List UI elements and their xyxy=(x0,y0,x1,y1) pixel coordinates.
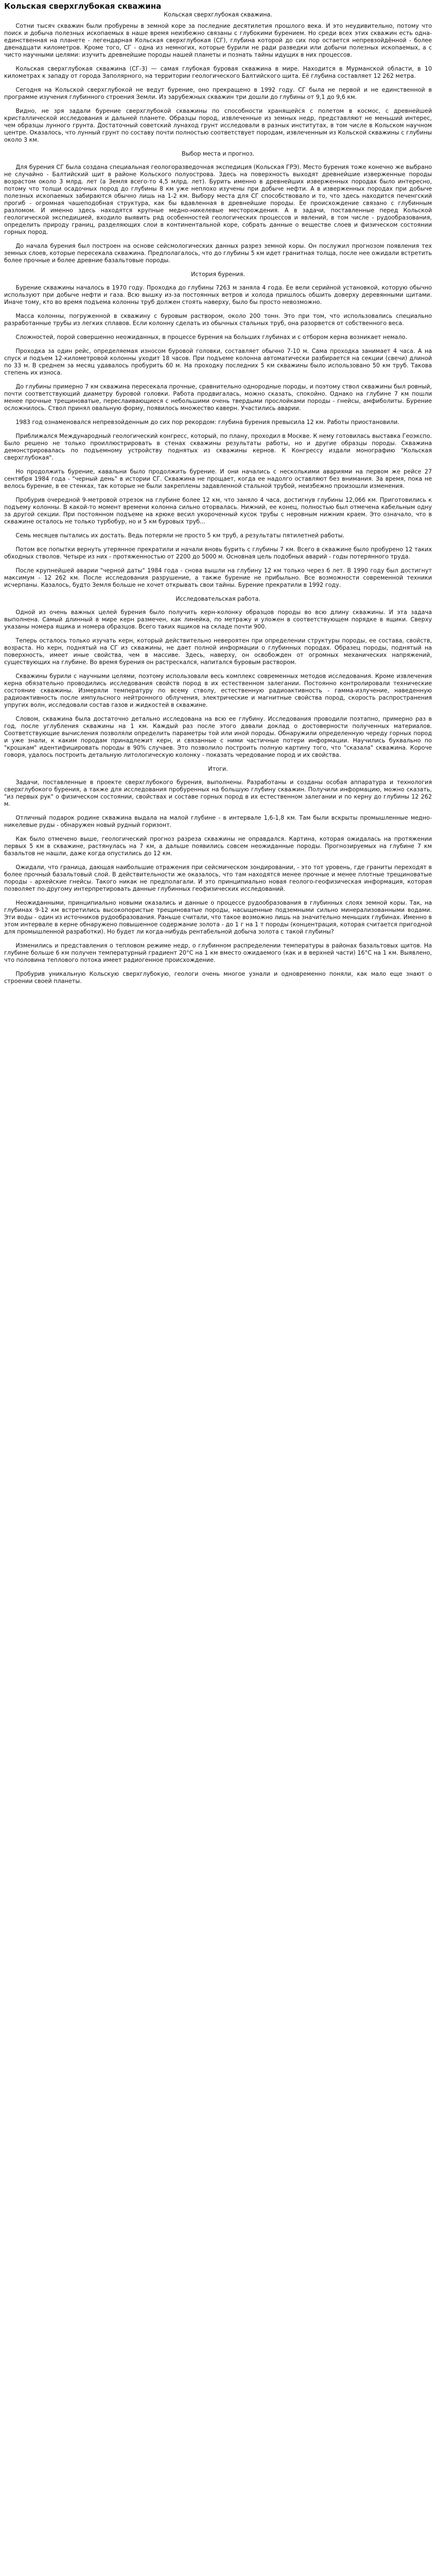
paragraph: Кольская сверхглубокая скважина (СГ-3) — самая глубокая буровая скважина в мире. Находится в Мурманской области, в 10 километрах к западу от города Заполярного, на территории геологического Балтийского щита. Её глубина составляет 12 262 метра. xyxy=(4,65,432,79)
section-heading-research: Исследовательская работа. xyxy=(176,596,260,602)
history-section xyxy=(4,284,432,589)
paragraph: Теперь осталось только изучать керн, который действительно невероятен при определении структуры породы, ее состава, свойств, возраста. Но керн, поднятый на СГ из скважины, не дает полной информации о глубинных породах. Образец породы, поднятый на поверхность, имеет иные свойства, чем в массиве. Здесь, наверху, он освобожден от огромных механических напряжений, существующих на глубине. Во время бурения он растрескался, напитался буровым раствором. xyxy=(4,637,432,666)
paragraph: Бурение скважины началось в 1970 году. Проходка до глубины 7263 м заняла 4 года. Ее вели серийной установкой, которую обычно используют при добыче нефти и газа. Всю вышку из-за постоянных ветров и холода пришлось обшить доверху деревянными щитами. Иначе тому, кто во время подъема колонны труб должен стоять наверху, было бы просто невозможно. xyxy=(4,284,432,306)
paragraph: После крупнейшей аварии "черной даты" 1984 года - снова вышли на глубину 12 км только через 6 лет. В 1990 году был достигнут максимум - 12 262 км. После исследования разрушение, а также бурение не прибыльно. Все возможности современной техники исчерпаны. Казалось, будто Земля больше не хочет открывать свои тайны. Бурение прекратили в 1992 году. xyxy=(4,567,432,588)
page-title: Кольская сверхглубокая скважина xyxy=(4,2,162,11)
paragraph: Масса колонны, погруженной в скважину с буровым раствором, около 200 тонн. Это при том, что использовались специально разработанные трубы из легких сплавов. Если колонну сделать из обычных стальных труб, она разорвется от собственного веса. xyxy=(4,313,432,327)
paragraph: Сегодня на Кольской сверхглубокой не ведут бурение, оно прекращено в 1992 году. СГ была не первой и не единственной в программе изучения глубинного строения Земли. Из зарубежных скважин три дошли до глубины от 9,1 до 9,6 км. xyxy=(4,87,432,100)
paragraph: До глубины примерно 7 км скважина пересекала прочные, сравнительно однородные породы, и поэтому ствол скважины был ровный, почти соответствующий диаметру буровой головки. Работа продвигалась, можно сказать, спокойно. Однако на глубине 7 км пошли менее прочные трещиноватые, переслаивающиеся с небольшими очень твердыми прослойками породы - гнейсы, амфиболиты. Бурение осложнилось. Ствол принял овальную форму, появилось множество каверн. Участились аварии. xyxy=(4,383,432,412)
research-section xyxy=(4,609,432,759)
paragraph: Сотни тысяч скважин были пробурены в земной коре за последние десятилетия прошлого века. И это неудивительно, потому что поиск и добыча полезных ископаемых в наше время неизбежно связаны с глубокими бурением. Но среди всех этих скважин есть одна-единственная на планете - легендарная Кольская сверхглубокая (СГ), глубина которой до сих пор остается непревзойдённой - более двенадцати километров. Кроме того, СГ - одна из немногих, которые бурили не ради разведки или добычи полезных ископаемых, а с чисто научными целями: изучить древнейшие породы нашей планеты и познать тайны идущих в них процессов. xyxy=(4,23,432,58)
paragraph: Но продолжить бурение, кавальни было продолжить бурение. И они начались с несколькими авариями на первом же рейсе 27 сентября 1984 года - "черный день" в истории СГ. Скважина не прощает, когда ее надолго оставляют без внимания. За время, пока не велось бурение, в ее стенках, так которые не были закреплены задавленной стальной трубой, неизбежно произошли изменения. xyxy=(4,468,432,489)
paragraph: Проходка за один рейс, определяемая износом буровой головки, составляет обычно 7-10 м. Сама проходка занимает 4 часа. А на спуск и подъем 12-километровой колонны уходит 18 часов. При подъеме колонна автоматически разбирается на секции (свечи) длиной по 33 м. В среднем за месяц удавалось пробурить 60 м. На проходку последних 5 км скважины было использовано 50 км труб. Такова степень их износа. xyxy=(4,348,432,376)
paragraph: Скважины бурили с научными целями, поэтому использовали весь комплекс современных методов исследования. Кроме извлечения керна обязательно проводились исследования свойств пород в их естественном залегании. Постоянно контролировали технические состояние скважины. Измеряли температуру по всему стволу, естественную радиоактивность - гамма-излучение, наведенную радиоактивность после импульсного нейтронного облучения, электрические и магнитные свойства пород, скорость распространения упругих волн, исследовали состав газов и жидкостей в скважине. xyxy=(4,673,432,708)
paragraph: Видно, не зря задали бурение сверхглубокой скважины по способности хранящейся с полетом в космос, с древнейшей кристаллической исследования и дальней планете. Образцы пород, извлеченные из земных недр, представляют не меньший интерес, чем образцы лунного грунта. Достаточный советский лунаход грунт исследовали в разных институтах, в том числе в Кольском научном центре. Оказалось, что лунный грунт по составу почти полностью соответствует породам, извлеченным из Кольской скважины с глубины около 3 км. xyxy=(4,108,432,143)
choice-section xyxy=(4,164,432,264)
section-heading-choice: Выбор места и прогноз. xyxy=(182,150,254,157)
paragraph: Словом, скважина была достаточно детально исследована на всю ее глубину. Исследования проводили поэтапно, примерно раз в год, после углубления скважины на 1 км. Каждый раз после этого давали доклад о достоверности полученных материалов. Соответствующие вычисления позволяли определить параметры той или иной породы. Обнаружили определенную череду горных пород и уже знали, к каким породам принадлежит керн, и связанные с ними частичные потери информации. Научились буквально по "крошкам" идентифицировать породы в 90% случаев. Это позволило построить полную картину того, что "сказала" скважина. Короче говоря, удалось построить детальную литологическую колонку - показать чередование пород и их свойства. xyxy=(4,716,432,758)
section-heading-results: Итоги. xyxy=(208,766,228,772)
paragraph: Изменились и представления о тепловом режиме недр, о глубинном распределении температуры в районах базальтовых щитов. На глубине больше 6 км получен температурный градиент 20°С на 1 км вместо ожидаемого (как и в верхней части) 16°С на 1 км. Выявлено, что половина теплового потока имеет радиогенное происхождение. xyxy=(4,942,432,963)
paragraph: Отличный подарок родине скважина выдала на малой глубине - в интервале 1,6-1,8 км. Там были вскрыты промышленные медно-никелевые руды - обнаружен новый рудный горизонт. xyxy=(4,815,432,828)
paragraph: Ожидали, что граница, дающая наибольшие отражения при сейсмическом зондировании, - это тот уровень, где граниты переходят в более прочный базальтовый слой. В действительности же оказалось, что там находятся менее прочные и менее плотные трещиноватые породы - архейские гнейсы. Такого никак не предполагали. И это принципиально новая геолого-геофизическая информация, которая позволяет по-другому интерпретировать данные глубинных геофизических исследований. xyxy=(4,864,432,892)
paragraph: 1983 год ознаменовался непревзойденным до сих пор рекордом: глубина бурения превысила 12 км. Работы приостановили. xyxy=(15,419,399,426)
paragraph: Как было отмечено выше, геологический прогноз разреза скважины не оправдался. Картина, которая ожидалась на протяжении первых 5 км в скважине, растянулась на 7 км, а дальше появились совсем неожиданные породы. Прогнозируемых на глубине 7 км базальтов не нашли, даже когда опустились до 12 км. xyxy=(4,836,432,857)
paragraph: Потом все попытки вернуть утерянное прекратили и начали вновь бурить с глубины 7 км. Всего в скважине было пробурено 12 таких обходных стволов. Четыре из них - протяженностью от 2200 до 5000 м. Основная цель подобных аварий - годы потерянного труда. xyxy=(4,546,432,560)
paragraph: Задачи, поставленные в проекте сверхглубокого бурения, выполнены. Разработаны и созданы особая аппаратура и технология сверхглубокого бурения, а также для исследования пробуренных на большую глубину скважин. Получили информацию, можно сказать, "из первых рук" о физическом состоянии, свойствах и составе горных пород в их естественном залегании и по керну до глубины 12 262 м. xyxy=(4,779,432,807)
paragraph: Неожиданными, принципиально новыми оказались и данные о процессе рудообразования в глубинных слоях земной коры. Так, на глубинах 9-12 км встретились высокопористые трещиноватые породы, насыщенные подземными сильно минерализованными водами. Эти воды - один из источников рудообразования. Раньше считали, что такое возможно лишь на значительно меньших глубинах. Именно в этом интервале в керне обнаружено повышенное содержание золота - до 1 г на 1 т породы (концентрация, которая считается пригодной для промышленной разработки). Но будет ли когда-нибудь рентабельной добыча золота с такой глубины? xyxy=(4,900,432,935)
paragraph: Семь месяцев пытались их достать. Ведь потеряли не просто 5 км труб, а результаты пятилетней работы. xyxy=(15,532,345,539)
results-section xyxy=(4,779,432,985)
document xyxy=(4,0,432,2576)
page-subtitle: Кольская сверхглубокая скважина. xyxy=(164,11,272,18)
paragraph: Одной из очень важных целей бурения было получить керн-колонку образцов породы во всю длину скважины. И эта задача выполнена. Самый длинный в мире керн размечен, как линейка, по метражу и уложен в соответствующем порядке в ящики. Сверху указаны номера ящика и номера образцов. Всего таких ящиков на складе почти 900. xyxy=(4,609,432,630)
paragraph: Сложностей, порой совершенно неожиданных, в процессе бурения на больших глубинах и с отбором керна возникает немало. xyxy=(15,334,407,341)
paragraph: Пробурив очередной 9-метровой отрезок на глубине более 12 км, что заняло 4 часа, достигнув глубины 12,066 км. Приготовились к подъему колонны. В какой-то момент времени колонна сильно оторвалась. Нижний, ее конец, полностью был отмечена кабельным одну за другой секции. При постоянном подъеме на крюке весил укороченный кусок трубы с неровным нижним краем. Это означало, что в скважине осталось не только турбобур, но и 5 км буровых труб... xyxy=(4,497,432,525)
section-heading-history: История бурения. xyxy=(191,271,245,278)
paragraph: Пробурив уникальную Кольскую сверхглубокую, геологи очень многое узнали и одновременно поняли, как мало еще знают о строении своей планеты. xyxy=(4,971,432,985)
paragraph: Приближался Международный геологический конгресс, который, по плану, проходил в Москве. К нему готовилась выставка Геоэкспо. Было решено не только проиллюстрировать в стенах скважины результаты работы, но и другие образцы породы. Скважина демонстрировалась по подъемному устройству поднятых из скважины кернов. К Конгрессу издали монографию "Кольская сверхглубокая". xyxy=(4,433,432,461)
paragraph: Для бурения СГ была создана специальная геологоразведочная экспедиция (Кольская ГРЭ). Место бурения тоже конечно же выбрано не случайно - Балтийский щит в районе Кольского полуострова. Здесь на поверхность выходят древнейшие изверженные породы возрастом около 3 млрд. лет (а Земля всего-то 4,5 млрд. лет). Бурить именно в древнейших изверженных породах было интересно, потому что толщи осадочных пород до глубины 8 км уже неплохо изучены при добыче нефти. А в изверженных породах при добыче полезных ископаемых забираются обычно лишь на 1-2 км. Выбору места для СГ способствовало и то, что здесь находится печенгский прогиб - огромная чашеподобная структура, как бы вдавленная в древнейшие породы. Ее происхождение связано с глубинным разломом. И именно здесь находятся крупные медно-никелевые месторождения. А в задачи, поставленные перед Кольской геологической экспедицией, входило выявить ряд особенностей геологических процессов и явлений, в том числе - рудообразования, определить природу границ, разделяющих слои в континентальной коре, собрать данные о веществе слоев и физическом состоянии горных пород. xyxy=(4,164,432,235)
intro-section xyxy=(4,23,432,144)
paragraph: До начала бурения был построен на основе сейсмологических данных разрез земной коры. Он послужил прогнозом появления тех земных слоев, которые пересекала скважина. Предполагалось, что до глубины 5 км идет гранитная толща, после нее ожидали встретить более прочные и более древние базальтовые породы. xyxy=(4,243,432,264)
